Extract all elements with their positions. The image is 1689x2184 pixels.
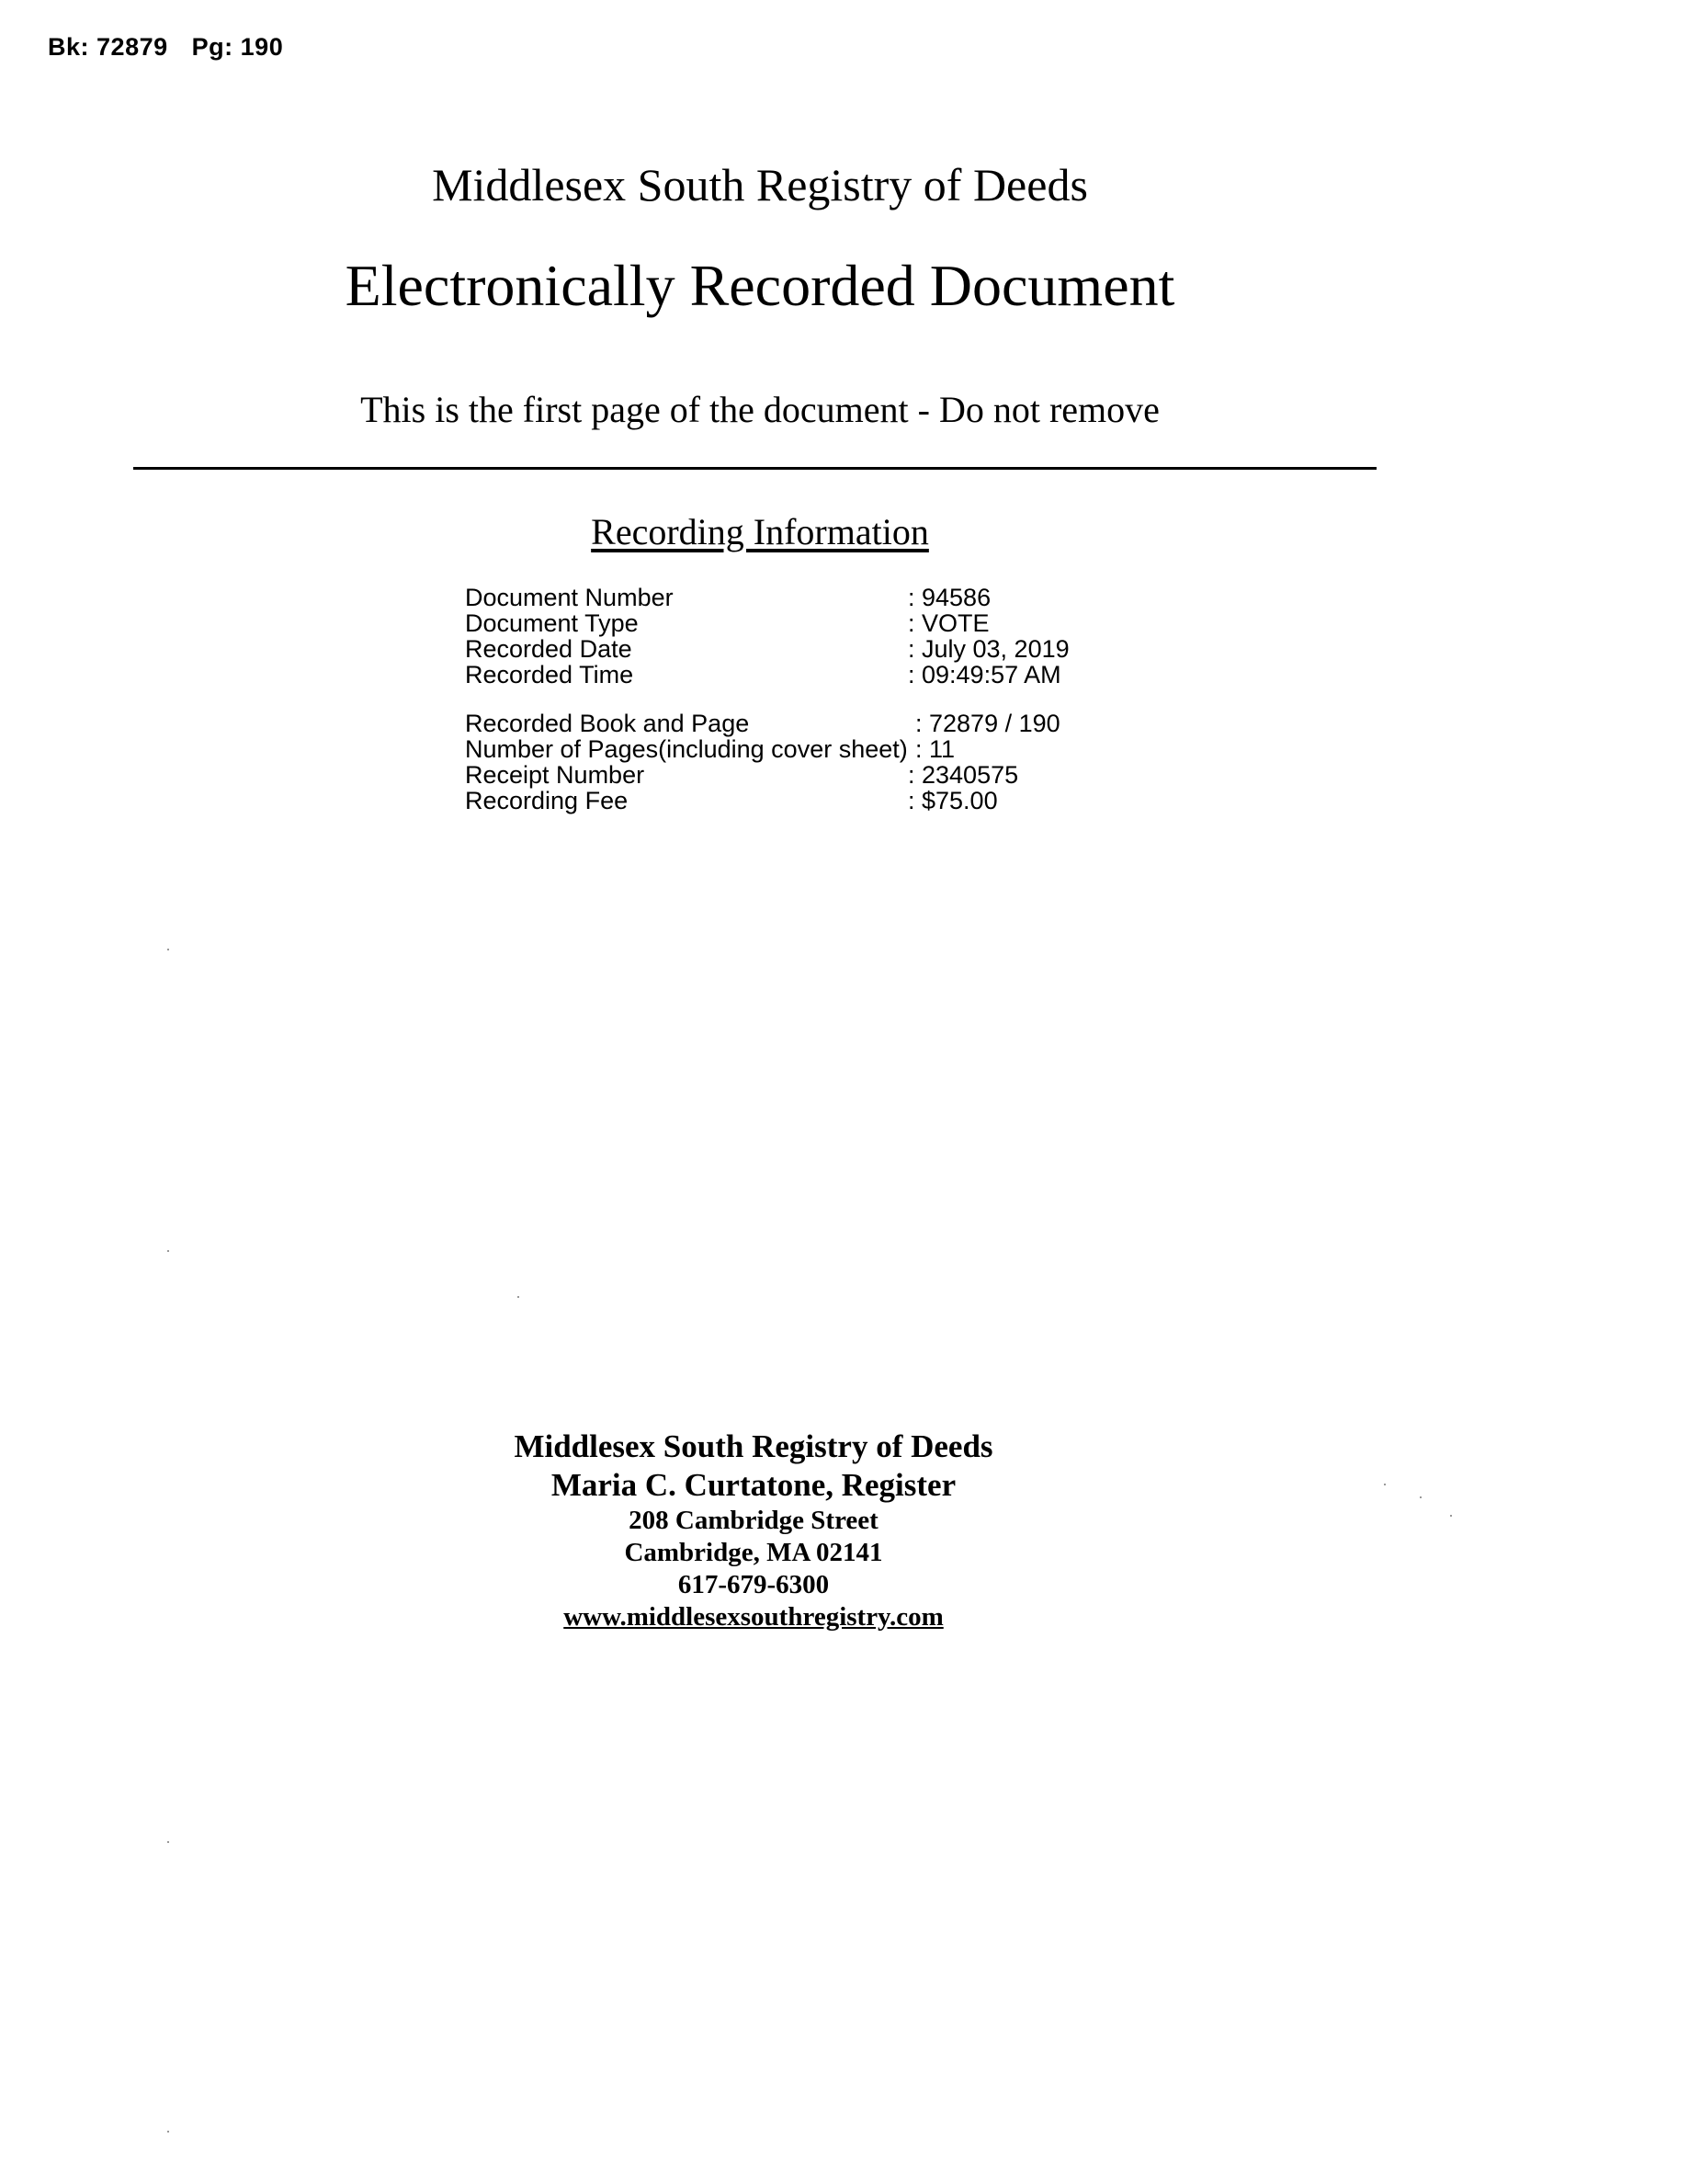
info-value: : 94586 <box>908 584 992 611</box>
info-value: : July 03, 2019 <box>908 635 1070 663</box>
footer-phone: 617-679-6300 <box>677 1570 830 1599</box>
info-label: Recording Fee <box>465 787 629 814</box>
page-value: 190 <box>240 33 284 61</box>
scan-speck <box>167 949 169 950</box>
scan-speck <box>517 1296 519 1298</box>
info-value: : 2340575 <box>908 761 1019 789</box>
footer-register-name: Maria C. Curtatone, Register <box>550 1467 957 1503</box>
info-value: : 09:49:57 AM <box>908 661 1061 688</box>
registry-footer <box>0 1428 1507 1633</box>
info-label: Document Number <box>465 584 674 611</box>
footer-city: Cambridge, MA 02141 <box>624 1538 883 1567</box>
footer-registry-name: Middlesex South Registry of Deeds <box>514 1428 993 1464</box>
info-label: Document Type <box>465 609 639 637</box>
info-value: : VOTE <box>908 609 990 637</box>
document-title: Electronically Recorded Document <box>345 253 1175 318</box>
first-page-notice: This is the first page of the document - Do not remove <box>360 389 1160 430</box>
recording-information-heading: Recording Information <box>591 511 929 552</box>
scan-speck <box>1384 1484 1386 1485</box>
scan-speck <box>1450 1515 1452 1517</box>
info-label: Number of Pages(including cover sheet) <box>465 735 908 763</box>
scan-speck <box>167 1250 169 1252</box>
page-label: Pg: <box>191 33 233 61</box>
info-label: Recorded Book and Page <box>465 710 750 737</box>
scan-speck <box>167 2131 169 2133</box>
footer-street: 208 Cambridge Street <box>629 1506 879 1535</box>
horizontal-rule <box>133 467 1377 470</box>
scan-speck <box>167 1841 169 1843</box>
book-value: 72879 <box>96 33 168 61</box>
scan-speck <box>1420 1496 1422 1498</box>
info-value: : 11 <box>915 735 956 763</box>
book-page-stamp <box>48 33 283 62</box>
footer-website-link[interactable]: www.middlesexsouthregistry.com <box>563 1602 944 1632</box>
info-value: : 72879 / 190 <box>915 710 1060 737</box>
book-label: Bk: <box>48 33 90 61</box>
info-label: Recorded Date <box>465 635 632 663</box>
info-label: Recorded Time <box>465 661 634 688</box>
info-value: : $75.00 <box>908 787 998 814</box>
info-label: Receipt Number <box>465 761 645 789</box>
registry-heading: Middlesex South Registry of Deeds <box>432 159 1088 210</box>
